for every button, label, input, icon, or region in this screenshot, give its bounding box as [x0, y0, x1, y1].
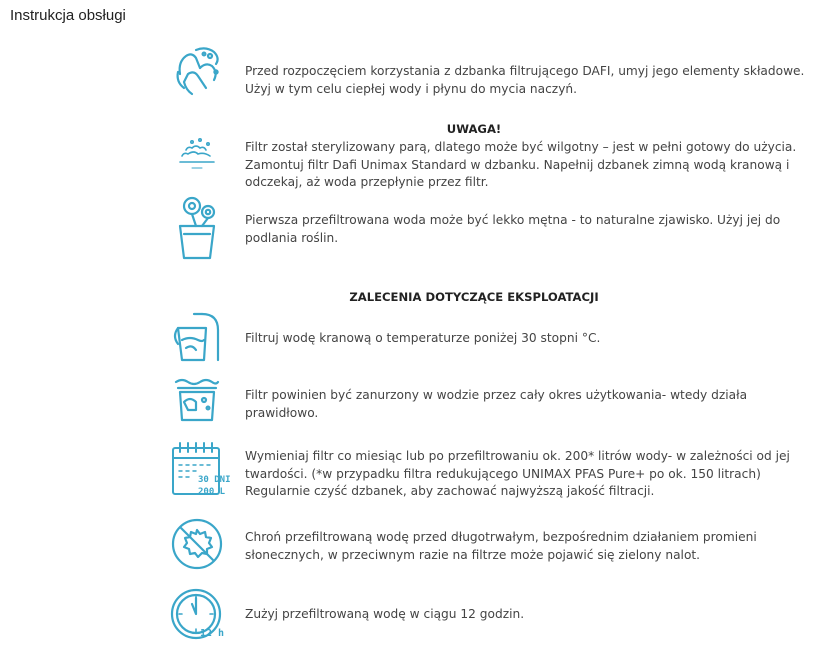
text-line: Użyj w tym celu ciepłej wody i płynu do mycia naczyń.: [245, 81, 578, 96]
text-line: podlania roślin.: [245, 230, 339, 245]
text-line: Regularnie czyść dzbanek, aby zachować najwyższą jakość filtracji.: [245, 484, 655, 499]
text-line: słonecznych, w przeciwnym razie na filtrze może pojawić się zielony nalot.: [245, 547, 701, 562]
text-line: Wymieniaj filtr co miesiąc lub po przefiltrowaniu ok. 200* litrów wody- w zależności od jej: [245, 449, 790, 463]
instruction-text: [245, 139, 805, 192]
clock-icon: [170, 586, 224, 642]
text-line: Filtr został sterylizowany parą, dlatego może być wilgotny – jest w pełni gotowy do użycia.: [245, 140, 797, 154]
text-line: Przed rozpoczęciem korzystania z dzbanka filtrującego DAFI, umyj jego elementy składowe.: [245, 64, 805, 78]
steam-filter-icon: [170, 136, 224, 180]
instruction-text: [245, 448, 805, 501]
section-heading: ZALECENIA DOTYCZĄCE EKSPLOATACJI: [349, 290, 599, 304]
calendar-icon: [170, 440, 231, 500]
hands-washing-icon: [170, 44, 224, 98]
text-line: Zamontuj filtr Dafi Unimax Standard w dzbanku. Napełnij dzbanek zimną wodą kranową i: [245, 157, 790, 172]
text-line: prawidłowo.: [245, 405, 319, 420]
instruction-text: [245, 529, 805, 564]
plant-pot-icon: [170, 194, 224, 260]
text-line: twardości. (*w przypadku filtra redukującego UNIMAX PFAS Pure+ po ok. 150 litrach): [245, 466, 761, 481]
instruction-text: [245, 387, 805, 422]
instruction-text: [245, 212, 805, 247]
text-line: Pierwsza przefiltrowana woda może być lekko mętna - to naturalne zjawisko. Użyj jej do: [245, 213, 781, 227]
submerged-filter-icon: [170, 376, 224, 424]
calendar-days-label: 30 DNI: [198, 475, 231, 485]
tap-jug-icon: [170, 310, 224, 366]
text-line: Zużyj przefiltrowaną wodę w ciągu 12 godzin.: [245, 607, 525, 621]
section-heading: UWAGA!: [446, 122, 502, 136]
instruction-text: [245, 330, 805, 348]
text-line: Filtruj wodę kranową o temperaturze poniżej 30 stopni °C.: [245, 331, 601, 345]
clock-hours-label: 12 h: [200, 628, 225, 639]
calendar-liters-label: 200 L: [198, 487, 226, 497]
text-line: odczekaj, aż woda przepłynie przez filtr.: [245, 175, 489, 190]
instruction-text: [245, 606, 805, 624]
no-sun-icon: [170, 516, 224, 572]
text-line: Chroń przefiltrowaną wodę przed długotrwałym, bezpośrednim działaniem promieni: [245, 530, 757, 544]
instruction-text: [245, 63, 805, 98]
page-title: Instrukcja obsługi: [10, 7, 126, 24]
text-line: Filtr powinien być zanurzony w wodzie przez cały okres użytkowania- wtedy działa: [245, 388, 748, 402]
